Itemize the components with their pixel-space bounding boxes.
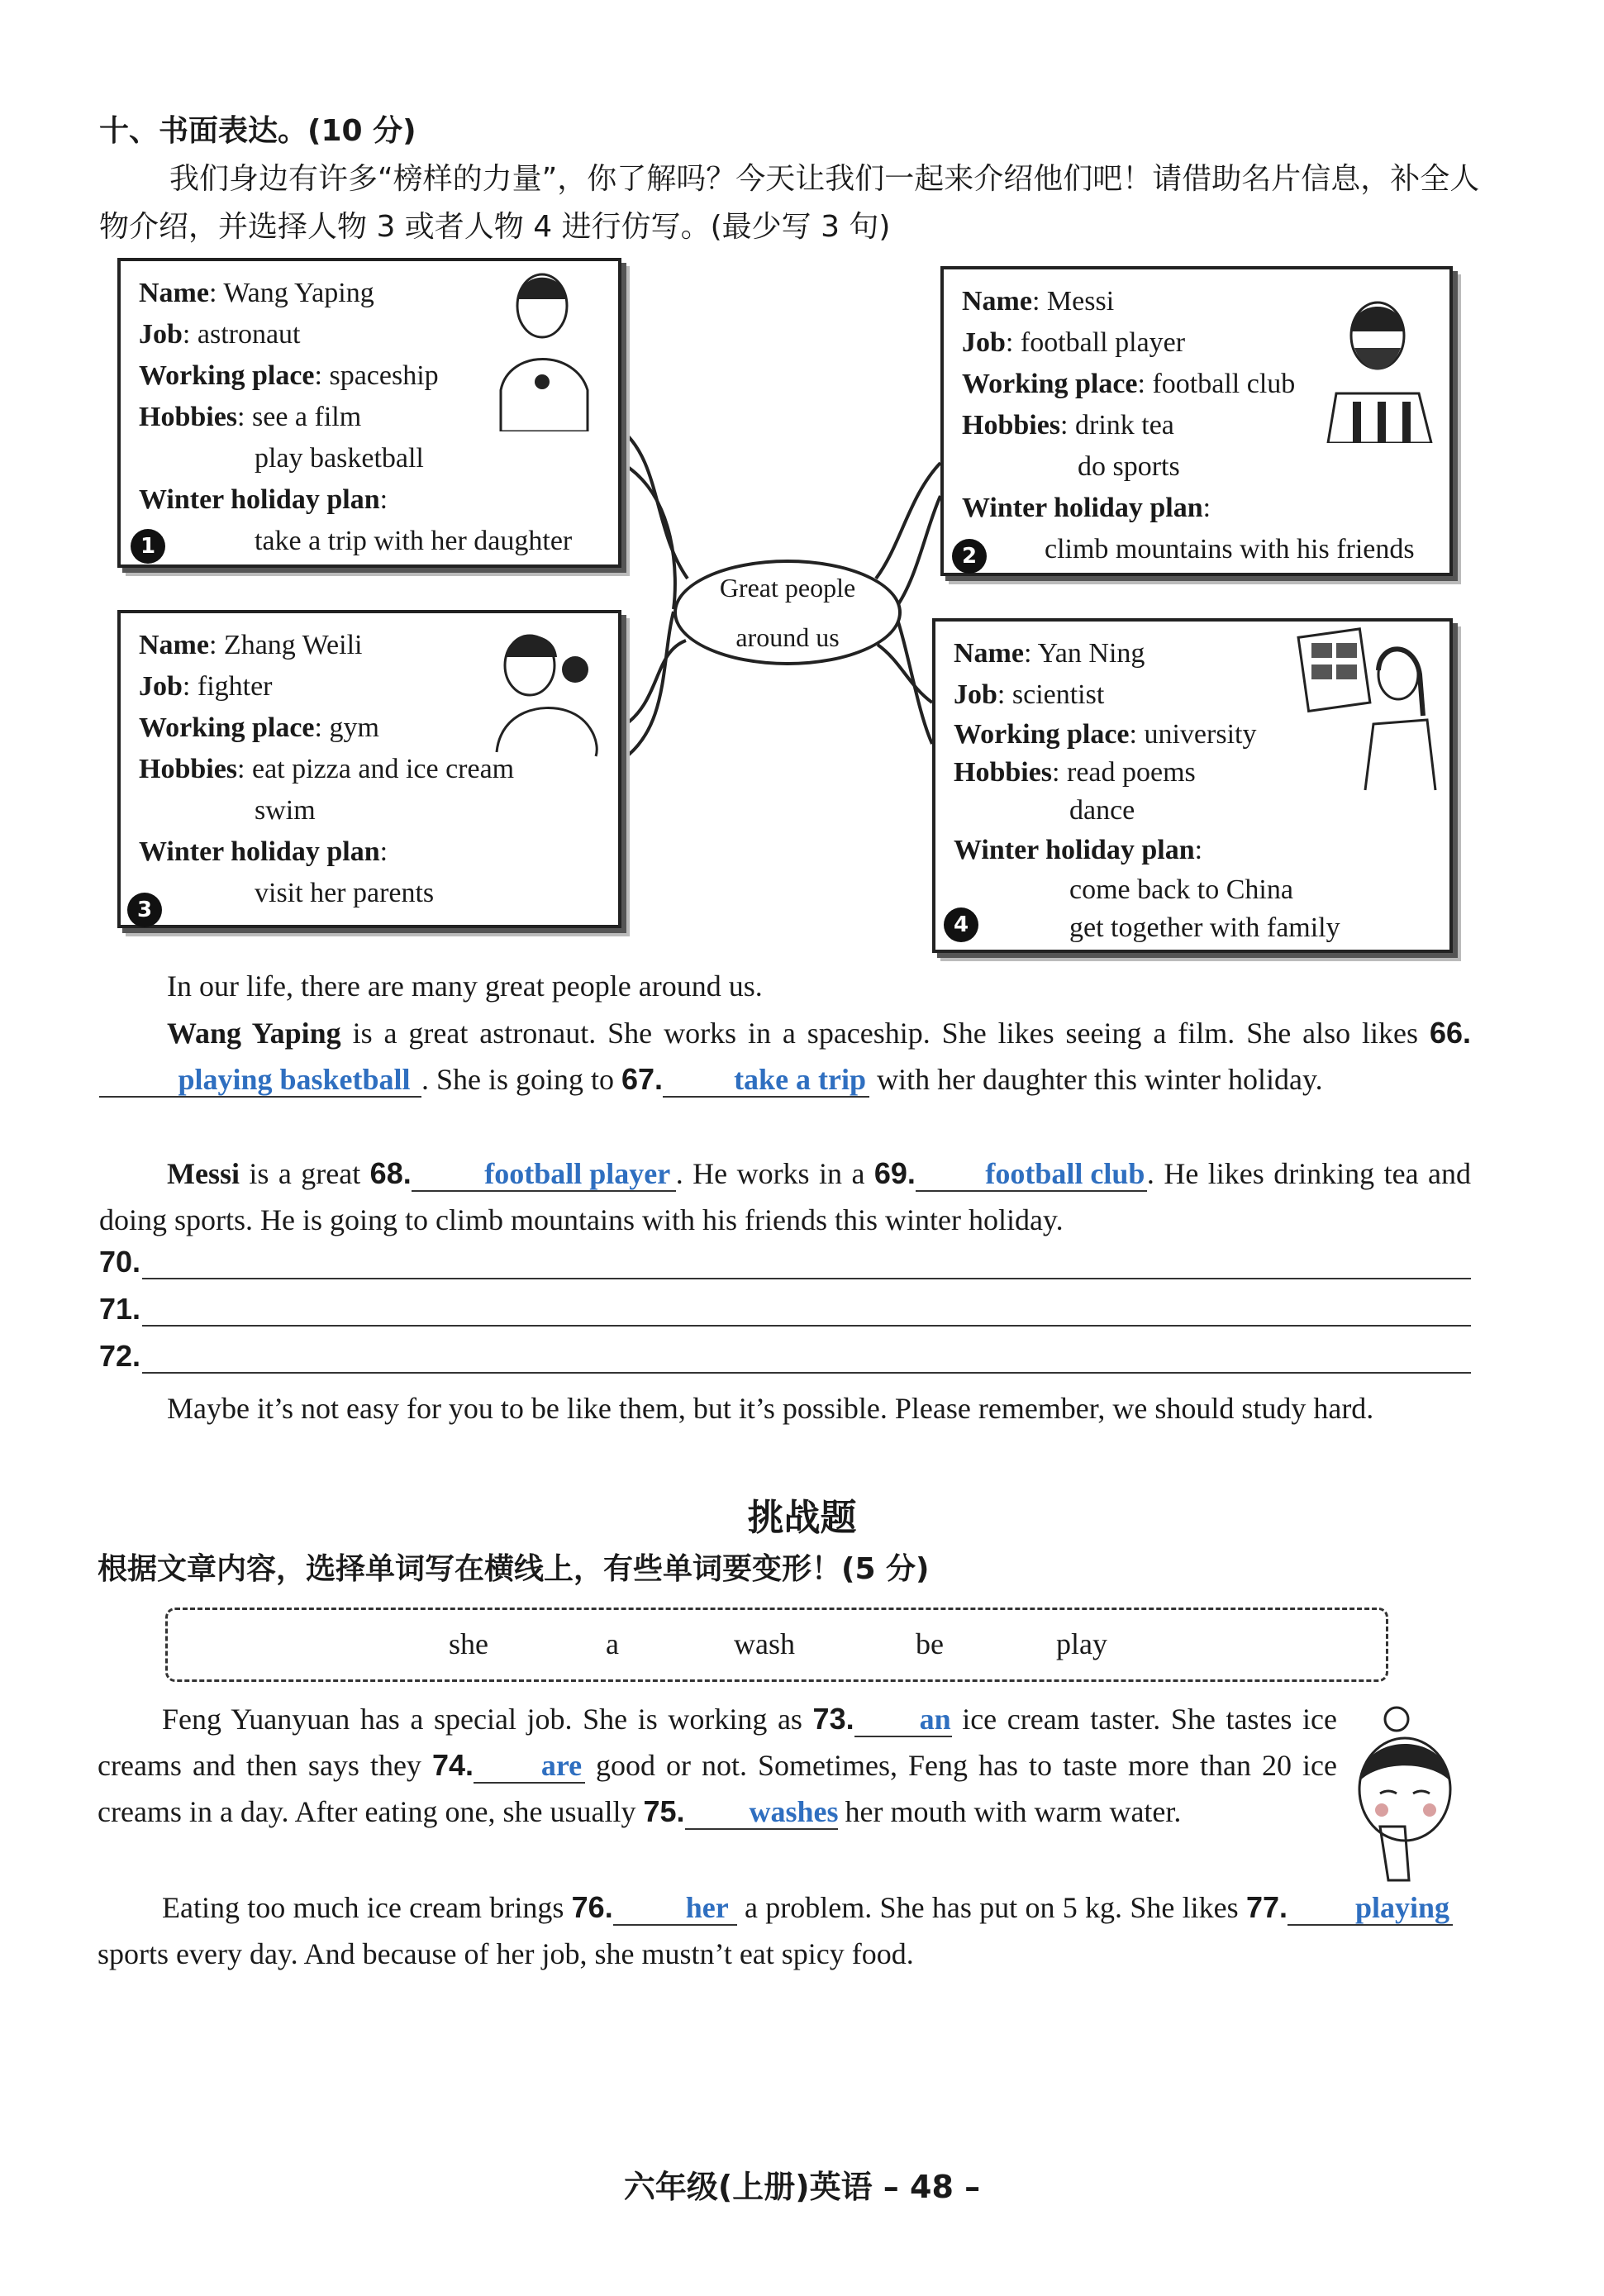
card-hobby: play basketball xyxy=(255,443,424,474)
person-card-2: Name: Messi Job: football player Working place: football club Hobbies: drink tea do sports Winter holiday plan: climb mountains with his friends xyxy=(940,266,1453,576)
card-place: football club xyxy=(1152,369,1296,399)
person-card-3: Name: Zhang Weili Job: fighter Working place: gym Hobbies: eat pizza and ice cream swim Winter holiday plan: visit her parents xyxy=(117,610,621,928)
answer-73[interactable]: an xyxy=(854,1703,952,1737)
scientist-portrait-icon xyxy=(1291,625,1440,798)
card-job: scientist xyxy=(1011,679,1105,710)
passage-intro: In our life, there are many great people around us. xyxy=(167,969,763,1003)
word-bank-item: play xyxy=(1056,1627,1107,1660)
passage-closing: Maybe it’s not easy for you to be like them, but it’s possible. Please remember, we should study hard. xyxy=(167,1392,1374,1425)
card-plan: take a trip with her daughter xyxy=(255,526,573,556)
card-name: Messi xyxy=(1046,286,1115,317)
writing-line-71[interactable]: 71. xyxy=(99,1292,1471,1333)
challenge-title: 挑战题 xyxy=(747,1497,857,1539)
word-bank-item: wash xyxy=(734,1627,795,1660)
card-job: fighter xyxy=(197,671,273,702)
card-hobby: read poems xyxy=(1067,757,1196,788)
writing-line-70[interactable]: 70. xyxy=(99,1245,1471,1286)
football-player-portrait-icon xyxy=(1320,286,1444,443)
passage-paragraph-messi: Messi is a great 68. football player . He works in a 69. football club. He likes drinking tea and doing sports. He is going to climb mountains with his friends this winter holiday. xyxy=(99,1156,1471,1236)
card-name: Zhang Weili xyxy=(223,630,363,660)
word-bank xyxy=(165,1608,1388,1682)
challenge-paragraph-2: Eating too much ice cream brings 76. her a problem. She has put on 5 kg. She likes 77. playing sports every day. And because of her job, she mustn’t eat spicy food. xyxy=(98,1884,1453,1977)
challenge-instruction: 根据文章内容，选择单词写在横线上，有些单词要变形！(5 分) xyxy=(98,1552,930,1586)
fighter-portrait-icon xyxy=(484,620,608,760)
answer-66[interactable]: playing basketball xyxy=(99,1063,421,1098)
section-title: 十、书面表达。(10 分) xyxy=(99,114,416,148)
answer-75[interactable]: washes xyxy=(685,1795,838,1830)
writing-line-72[interactable]: 72. xyxy=(99,1339,1471,1380)
card-number-badge: 2 xyxy=(952,539,987,574)
card-plan: get together with family xyxy=(1069,912,1340,943)
section-intro: 我们身边有许多“榜样的力量”，你了解吗？今天让我们一起来介绍他们吧！请借助名片信息，补全人物介绍，并选择人物 3 或者人物 4 进行仿写。(最少写 3 句) xyxy=(99,162,1480,244)
astronaut-portrait-icon xyxy=(484,266,608,431)
card-job: football player xyxy=(1020,327,1186,358)
word-bank-item: she xyxy=(449,1627,488,1660)
card-place: gym xyxy=(329,712,379,743)
word-bank-item: be xyxy=(916,1627,944,1660)
answer-69[interactable]: football club xyxy=(916,1157,1147,1192)
answer-76[interactable]: her xyxy=(613,1891,737,1926)
card-plan: climb mountains with his friends xyxy=(1045,534,1415,564)
page-footer: 六年级(上册)英语 – 48 – xyxy=(623,2169,981,2205)
card-hobby: do sports xyxy=(1078,451,1180,482)
answer-67[interactable]: take a trip xyxy=(663,1063,869,1098)
card-hobby: swim xyxy=(255,795,316,826)
answer-74[interactable]: are xyxy=(474,1749,585,1784)
person-card-4: Name: Yan Ning Job: scientist Working place: university Hobbies: read poems dance Winter holiday plan: come back to China get together with family xyxy=(932,618,1453,953)
card-hobby: dance xyxy=(1069,795,1135,826)
card-number-badge: 3 xyxy=(127,893,162,927)
word-bank-item: a xyxy=(606,1627,619,1660)
card-hobby: eat pizza and ice cream xyxy=(252,754,515,784)
mind-map-hub: Great people around us xyxy=(673,560,902,665)
challenge-paragraph-1: Feng Yuanyuan has a special job. She is working as 73. an ice cream taster. She tastes ice creams and then says they 74. are good or not. Sometimes, Feng has to taste more than 20 ice creams in a day. After eating one, she usually 75. washes her mouth with warm water. xyxy=(98,1702,1337,1828)
ice-cream-taster-illustration-icon xyxy=(1347,1703,1471,1884)
card-number-badge: 1 xyxy=(131,529,165,564)
card-name: Wang Yaping xyxy=(223,278,374,308)
card-place: spaceship xyxy=(329,360,439,391)
card-number-badge: 4 xyxy=(944,907,978,942)
answer-77[interactable]: playing xyxy=(1287,1891,1453,1926)
card-hobby: drink tea xyxy=(1075,410,1174,441)
card-job: astronaut xyxy=(197,319,301,350)
card-plan: visit her parents xyxy=(255,878,435,908)
card-hobby: see a film xyxy=(252,402,362,432)
card-plan: come back to China xyxy=(1069,874,1293,905)
person-card-1: Name: Wang Yaping Job: astronaut Working place: spaceship Hobbies: see a film play basketball Winter holiday plan: take a trip with her daughter xyxy=(117,258,621,568)
passage-paragraph-wang: Wang Yaping is a great astronaut. She works in a spaceship. She likes seeing a film. She also likes 66.playing basketball . She is going to 67. take a trip with her daughter this winter holiday. xyxy=(99,1010,1471,1103)
card-name: Yan Ning xyxy=(1037,638,1145,669)
card-place: university xyxy=(1144,719,1257,750)
answer-68[interactable]: football player xyxy=(412,1157,676,1192)
